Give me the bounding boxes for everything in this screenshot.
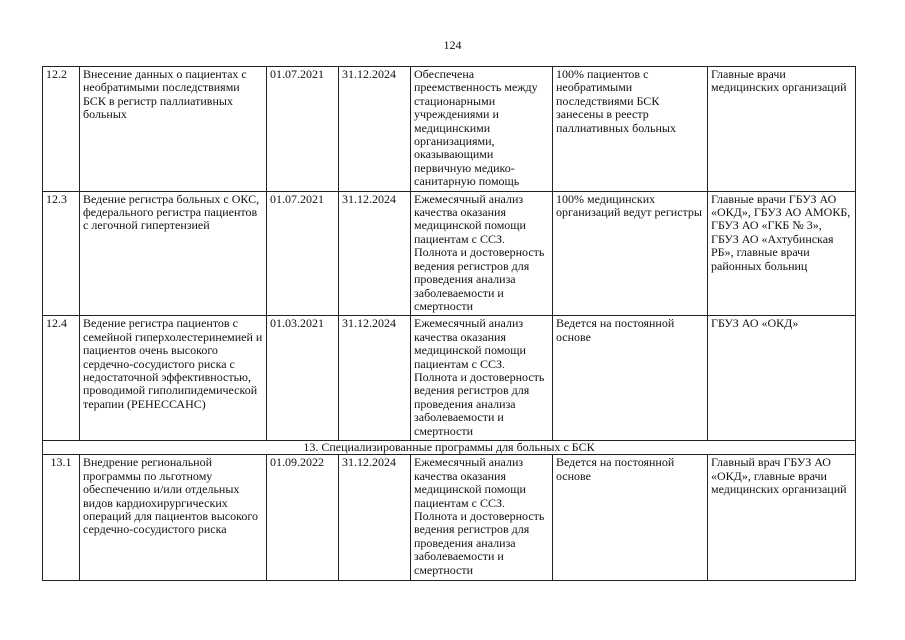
activity-name: Ведение регистра пациентов с семейной гиперхолестеринемией и пациентов очень высокого сердечно-сосудистого риска с недостаточной эффективностью, проводимой гиполипидемической терапии (РЕНЕССАНС) — [80, 316, 267, 441]
expected-result: Ежемесячный анализ качества оказания медицинской помощи пациентам с ССЗ. Полнота и достоверность ведения регистров для проведения анализа заболеваемости и смертности — [411, 316, 553, 441]
section-title: 13. Специализированные программы для больных с БСК — [43, 440, 856, 454]
row-number: 12.3 — [43, 191, 80, 316]
activity-name: Внедрение региональной программы по льготному обеспечению и/или отдельных видов кардиохирургических операций для пациентов высокого сердечно-сосудистого риска — [80, 455, 267, 581]
end-date: 31.12.2024 — [339, 455, 411, 581]
table-row — [43, 67, 856, 192]
indicator: 100% медицинских организаций ведут регистры — [553, 191, 708, 316]
plan-table — [42, 66, 856, 581]
expected-result: Ежемесячный анализ качества оказания медицинской помощи пациентам с ССЗ. Полнота и достоверность ведения регистров для проведения анализа заболеваемости и смертности — [411, 455, 553, 581]
indicator: 100% пациентов с необратимыми последствиями БСК занесены в реестр паллиативных больных — [553, 67, 708, 192]
start-date: 01.07.2021 — [267, 67, 339, 192]
expected-result: Ежемесячный анализ качества оказания медицинской помощи пациентам с ССЗ. Полнота и достоверность ведения регистров для проведения анализа заболеваемости и смертности — [411, 191, 553, 316]
table-row — [43, 455, 856, 581]
table-row — [43, 191, 856, 316]
responsible: Главные врачи медицинских организаций — [708, 67, 856, 192]
start-date: 01.03.2021 — [267, 316, 339, 441]
row-number: 12.2 — [43, 67, 80, 192]
end-date: 31.12.2024 — [339, 191, 411, 316]
responsible: ГБУЗ АО «ОКД» — [708, 316, 856, 441]
start-date: 01.09.2022 — [267, 455, 339, 581]
start-date: 01.07.2021 — [267, 191, 339, 316]
indicator: Ведется на постоянной основе — [553, 316, 708, 441]
indicator: Ведется на постоянной основе — [553, 455, 708, 581]
activity-name: Ведение регистра больных с ОКС, федерального регистра пациентов с легочной гипертензией — [80, 191, 267, 316]
responsible: Главный врач ГБУЗ АО «ОКД», главные врачи медицинских организаций — [708, 455, 856, 581]
row-number: 13.1 — [43, 455, 80, 581]
responsible: Главные врачи ГБУЗ АО «ОКД», ГБУЗ АО АМОКБ, ГБУЗ АО «ГКБ № 3», ГБУЗ АО «Ахтубинская РБ», главные врачи районных больниц — [708, 191, 856, 316]
end-date: 31.12.2024 — [339, 67, 411, 192]
section-header-row — [43, 440, 856, 454]
end-date: 31.12.2024 — [339, 316, 411, 441]
table-row — [43, 316, 856, 441]
expected-result: Обеспечена преемственность между стационарными учреждениями и медицинскими организациями, оказывающими первичную медико-санитарную помощь — [411, 67, 553, 192]
row-number: 12.4 — [43, 316, 80, 441]
page-number: 124 — [443, 38, 462, 52]
activity-name: Внесение данных о пациентах с необратимыми последствиями БСК в регистр паллиативных больных — [80, 67, 267, 192]
